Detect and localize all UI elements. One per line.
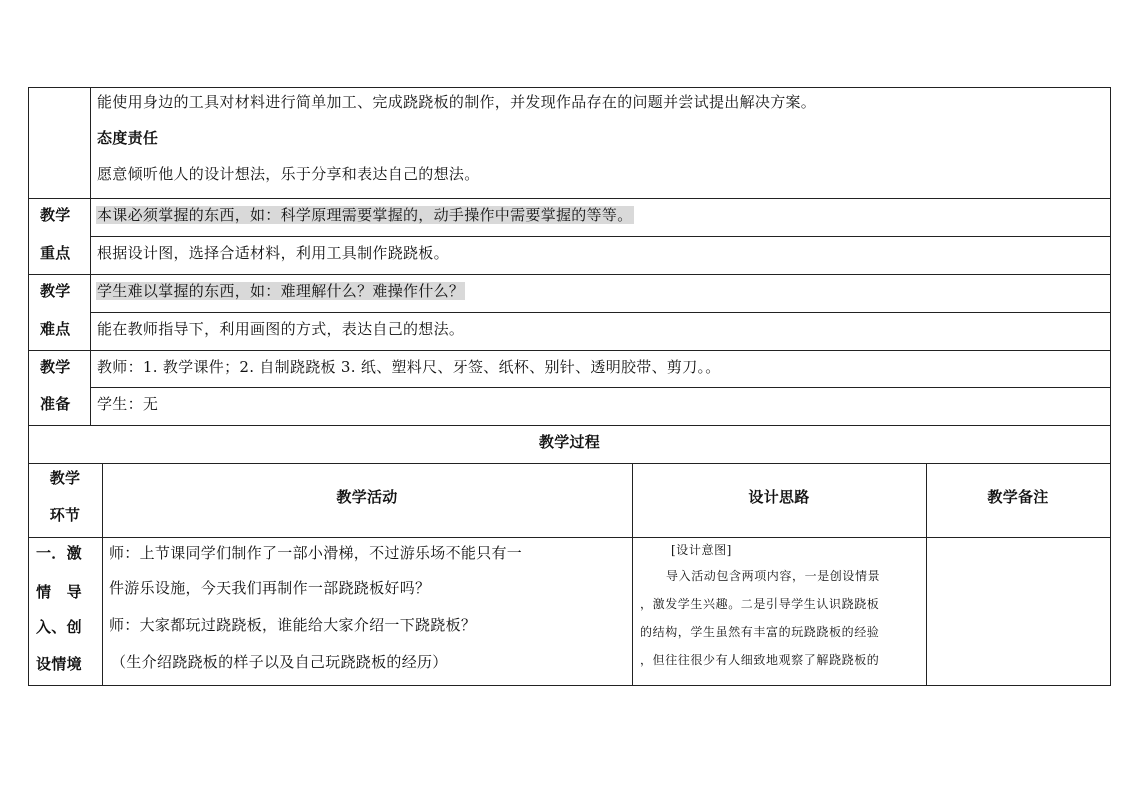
table-border (1110, 87, 1111, 686)
attitude-heading: 态度责任 (97, 129, 159, 147)
difficulties-label-1: 教学 (40, 282, 71, 300)
stage-line: 入、创 (36, 618, 82, 636)
design-line: 的结构，学生虽然有丰富的玩跷跷板的经验 (640, 625, 880, 639)
key-points-content: 根据设计图，选择合适材料，利用工具制作跷跷板。 (97, 244, 449, 262)
table-border (28, 198, 1111, 199)
header-stage-1: 教学 (49, 469, 81, 487)
preparation-student: 学生：无 (97, 395, 159, 413)
table-border (90, 387, 1111, 388)
attitude-text: 愿意倾听他人的设计想法，乐于分享和表达自己的想法。 (97, 165, 480, 183)
header-notes: 教学备注 (987, 488, 1049, 506)
table-border (28, 463, 1111, 464)
header-activity: 教学活动 (336, 488, 398, 506)
key-points-hint (96, 205, 634, 225)
process-title: 教学过程 (538, 433, 601, 451)
table-border (90, 236, 1111, 237)
table-border (28, 425, 1111, 426)
difficulties-hint (96, 281, 465, 301)
table-border (28, 274, 1111, 275)
table-border (28, 685, 1111, 686)
table-border (90, 87, 91, 426)
preparation-label-1: 教学 (40, 358, 71, 376)
key-points-hint-text: 本课必须掌握的东西，如：科学原理需要掌握的，动手操作中需要掌握的等等。 (97, 206, 633, 224)
activity-line: 件游乐设施，今天我们再制作一部跷跷板好吗？ (109, 579, 431, 597)
table-border (90, 312, 1111, 313)
table-border (28, 87, 1111, 88)
activity-line: 师：大家都玩过跷跷板，谁能给大家介绍一下跷跷板？ (109, 616, 477, 634)
stage-line: 一．激 (36, 544, 82, 562)
objective-text: 能使用身边的工具对材料进行简单加工、完成跷跷板的制作，并发现作品存在的问题并尝试提出解决方案。 (97, 93, 817, 111)
header-design: 设计思路 (748, 488, 810, 506)
activity-line: 师：上节课同学们制作了一部小滑梯，不过游乐场不能只有一 (109, 544, 523, 562)
design-line: ，但往往很少有人细致地观察了解跷跷板的 (640, 653, 880, 667)
design-line: [设计意图] (671, 543, 732, 557)
activity-line: （生介绍跷跷板的样子以及自己玩跷跷板的经历） (111, 653, 448, 671)
table-border (28, 87, 29, 686)
table-border (28, 350, 1111, 351)
stage-line: 情 导 (36, 583, 82, 601)
key-points-label-2: 重点 (40, 244, 71, 262)
preparation-teacher: 教师：1. 教学课件；2. 自制跷跷板 3. 纸、塑料尺、牙签、纸杯、别针、透明胶带、剪刀。。 (97, 358, 721, 376)
difficulties-label-2: 难点 (40, 320, 71, 338)
difficulties-hint-text: 学生难以掌握的东西，如：难理解什么？难操作什么？ (97, 282, 465, 300)
difficulties-content: 能在教师指导下，利用画图的方式，表达自己的想法。 (97, 320, 465, 338)
preparation-label-2: 准备 (40, 395, 71, 413)
table-border (28, 537, 1111, 538)
stage-line: 设情境 (36, 655, 82, 673)
design-line: 导入活动包含两项内容，一是创设情景 (666, 569, 881, 583)
design-line: ，激发学生兴趣。二是引导学生认识跷跷板 (640, 597, 880, 611)
header-stage-2: 环节 (49, 506, 81, 524)
key-points-label-1: 教学 (40, 206, 71, 224)
